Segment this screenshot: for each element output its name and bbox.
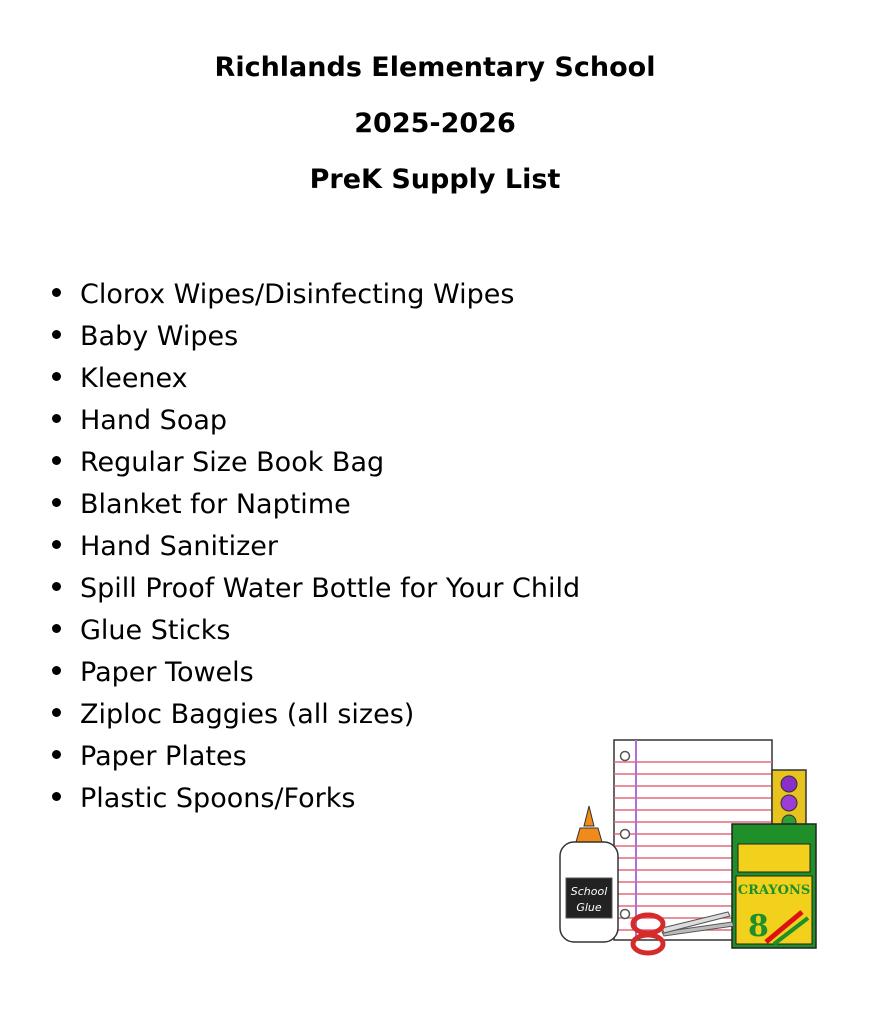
bullet-icon [52,288,61,297]
list-item: Ziploc Baggies (all sizes) [52,694,580,736]
bullet-icon [52,624,61,633]
list-item: Blanket for Naptime [52,484,580,526]
bullet-icon [52,666,61,675]
list-item: Spill Proof Water Bottle for Your Child [52,568,580,610]
bullet-icon [52,414,61,423]
bullet-icon [52,792,61,801]
bullet-icon [52,540,61,549]
school-year: 2025-2026 [354,108,516,139]
svg-text:CRAYONS: CRAYONS [737,883,811,898]
list-item: Hand Sanitizer [52,526,580,568]
bullet-icon [52,372,61,381]
list-item: Paper Plates [52,736,580,778]
bullet-icon [52,582,61,591]
crayon-box-icon [732,824,816,948]
list-item: Regular Size Book Bag [52,442,580,484]
supply-list [52,274,580,820]
school-name: Richlands Elementary School [214,52,656,83]
school-supplies-clipart [552,736,822,962]
list-item: Glue Sticks [52,610,580,652]
svg-text:Glue: Glue [576,901,602,914]
bullet-icon [52,330,61,339]
list-item: Hand Soap [52,400,580,442]
bullet-icon [52,708,61,717]
list-item: Baby Wipes [52,316,580,358]
paint-tray-icon [772,770,806,830]
svg-text:School: School [570,885,608,898]
list-item: Kleenex [52,358,580,400]
bullet-icon [52,498,61,507]
bullet-icon [52,456,61,465]
bullet-icon [52,750,61,759]
svg-text:8: 8 [748,909,769,944]
glue-bottle-icon [560,806,618,942]
list-item: Plastic Spoons/Forks [52,778,580,820]
list-item: Clorox Wipes/Disinfecting Wipes [52,274,580,316]
list-item: Paper Towels [52,652,580,694]
list-title: PreK Supply List [309,164,561,195]
